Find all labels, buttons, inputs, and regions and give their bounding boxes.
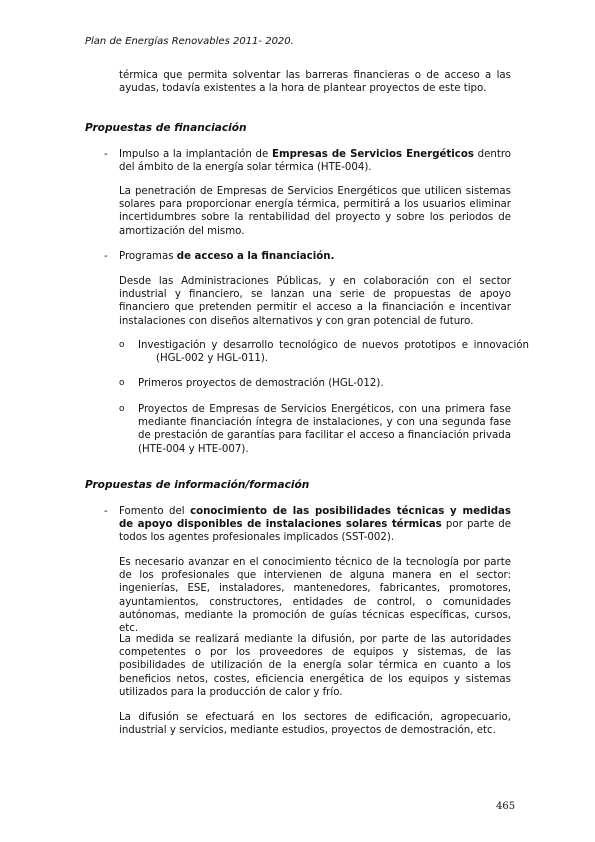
emphasis-text: de acceso a la financiación. xyxy=(176,251,335,262)
list-item-text: dentro del ámbito de la energía solar térmica (HTE-004). xyxy=(119,149,512,174)
list-item-ese xyxy=(119,148,511,174)
list-item-text: Fomento del xyxy=(119,506,191,517)
intro-paragraph: térmica que permita solventar las barreras financieras o de acceso a las ayudas, todavía existentes a la hora de plantear proyectos de este tipo. xyxy=(119,70,511,95)
bullet-circle: o xyxy=(119,378,125,388)
paragraph-ese: La penetración de Empresas de Servicios Energéticos que utilicen sistemas solares para proporcionar energía térmica, permitirá a los usuarios eliminar incertidumbres sobre la rentabilidad del proyecto y sobre los periodos de amortización del mismo. xyxy=(119,186,511,237)
list-item-text: Programas xyxy=(119,251,177,262)
emphasis-text: conocimiento de las posibilidades técnicas y medidas de apoyo disponibles de instalaciones solares térmicas xyxy=(119,506,511,531)
section-heading-informacion: Propuestas de información/formación xyxy=(85,479,310,491)
bullet-dash: - xyxy=(104,251,108,262)
bullet-dash: - xyxy=(104,506,108,517)
sub-item-investigacion: Investigación y desarrollo tecnológico de nuevos prototipos e innovación (HGL-002 y HGL-011). xyxy=(138,340,529,365)
sub-item-proyectos-ese: Proyectos de Empresas de Servicios Energéticos, con una primera fase mediante financiación íntegra de instalaciones, y con una segunda fase de prestación de garantías para facilitar el acceso a financiación privada (HTE-004 y HTE-007). xyxy=(138,404,511,455)
running-header: Plan de Energías Renovables 2011- 2020. xyxy=(85,36,294,47)
list-item-conocimiento xyxy=(119,505,511,545)
section-heading-financiacion: Propuestas de financiación xyxy=(85,122,247,134)
bullet-circle: o xyxy=(119,340,125,350)
bullet-dash: - xyxy=(104,149,108,160)
list-item-text: Impulso a la implantación de xyxy=(119,149,272,160)
paragraph-difusion-medida: La medida se realizará mediante la difusión, por parte de las autoridades competentes o por los proveedores de equipos y sistemas, de las posibilidades de utilización de la energía solar térmica en cuanto a los beneficios netos, costes, eficiencia energética de los equipos y sistemas utilizados para la producción de calor y frío. xyxy=(119,634,511,698)
page-number: 465 xyxy=(496,801,516,812)
emphasis-text: Empresas de Servicios Energéticos xyxy=(272,149,474,160)
paragraph-financiacion: Desde las Administraciones Públicas, y en colaboración con el sector industrial y financiero, se lanzan una serie de propuestas de apoyo financiero que pretenden permitir el acceso a la financiación e incentivar instalaciones con diseños alternativos y con gran potencial de futuro. xyxy=(119,276,511,327)
list-item-financiacion xyxy=(119,250,511,263)
list-item-text: por parte de todos los agentes profesionales implicados (SST-002). xyxy=(119,519,512,544)
bullet-circle: o xyxy=(119,404,125,414)
paragraph-conocimiento: Es necesario avanzar en el conocimiento técnico de la tecnología por parte de los profesionales que intervienen de alguna manera en el sector: ingenierías, ESE, instaladores, mantenedores, fabricantes, promotores, ayuntamientos, constructores, entidades de control, o comunidades autónomas, mediante la promoción de guías técnicas específicas, cursos, etc. xyxy=(119,557,511,635)
sub-item-demostracion: Primeros proyectos de demostración (HGL-012). xyxy=(138,378,384,389)
paragraph-difusion-sectores: La difusión se efectuará en los sectores de edificación, agropecuario, industrial y servicios, mediante estudios, proyectos de demostración, etc. xyxy=(119,712,511,737)
